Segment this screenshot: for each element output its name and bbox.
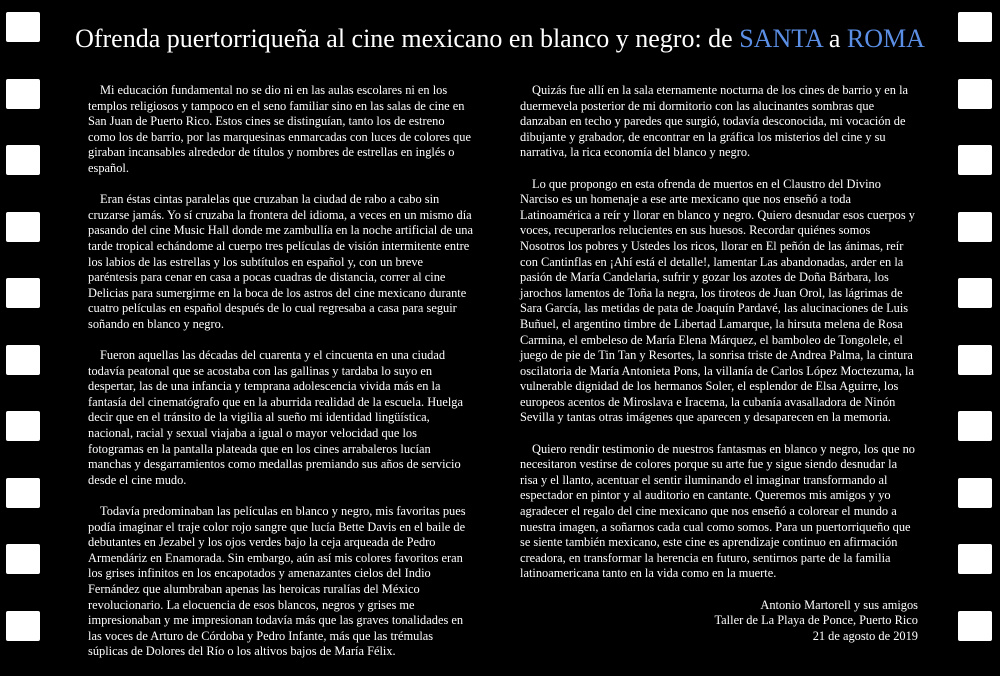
film-perforation (6, 411, 40, 441)
title-prefix: Ofrenda puertorriqueña al cine mexicano en blanco y negro: de (75, 24, 740, 53)
title-middle: a (822, 24, 847, 53)
film-perforation (6, 278, 40, 308)
film-perforation (958, 411, 992, 441)
film-perforation (6, 145, 40, 175)
paragraph: Fueron aquellas las décadas del cuarenta y el cincuenta en una ciudad todavía peatonal que se acostaba con las gallinas y tardaba lo suyo en despertar, las de una infancia y temprana adolescencia vivida más en la fantasía del cinematógrafo que en la aburrida realidad de la escuela. Huelga decir que en el tránsito de la vigilia al sueño mi identidad lingüística, nacional, racial y sexual viajaba a igual o mayor velocidad que los fotogramas en la pantalla plateada que en los cines arrabaleros lucían manchas y desgarramientos como medallas premiando sus años de servicio desde el cine mudo. (88, 348, 463, 487)
paragraph: Lo que propongo en esta ofrenda de muertos en el Claustro del Divino Narciso es un homenaje a ese arte mexicano que nos enseñó a toda Latinoamérica a reír y llorar en blanco y negro. Quiero desnudar esos cuerpos y voces, recuperarlos relucientes en sus huesos. Recordar quiénes somos Nosotros los pobres y Ustedes los ricos, llorar en El peñón de las ánimas, reír con Cantinflas en ¡Ahí está el detalle!, lamentar Las abandonadas, arder en la pasión de María Candelaria, sufrir y gozar los azotes de Doña Bárbara, los jarochos lamentos de Toña la negra, los tiroteos de Juan Orol, las lágrimas de Sara García, las metidas de pata de Joaquín Pardavé, las alucinaciones de Luis Buñuel, el argentino timbre de Libertad Lamarque, la hirsuta melena de Rosa Carmina, el embeleso de María Elena Márquez, el bamboleo de Tongolele, el juego de pie de Tin Tan y Resortes, la sonrisa triste de Andrea Palma, la cintura oscilatoria de María Antonieta Pons, la villanía de Carlos López Moctezuma, la vulnerable dignidad de los hermanos Soler, el esplendor de Elsa Aguirre, los europeos acentos de Miroslava e Iracema, la cubanía avasalladora de Ninón Sevilla y tantas otras imágenes que aparecen y desaparecen en la memoria. (520, 176, 915, 425)
film-perforation (958, 544, 992, 574)
film-perforation (958, 79, 992, 109)
film-perforations-right (958, 0, 992, 667)
film-perforation (6, 79, 40, 109)
paragraph: Eran éstas cintas paralelas que cruzaban la ciudad de rabo a cabo sin cruzarse jamás. Yo sí cruzaba la frontera del idioma, a veces en un mismo día pasando del cine Music Hall donde me zambullía en la noche artificial de una tarde tropical echándome al cuerpo tres películas de visión intermitente entre los labios de las estrellas y los subtítulos en español y, con un breve paréntesis para cenar en casa a pocas cuadras de distancia, correr al cine Delicias para sumergirme en la boca de los astros del cine mexicano durante cuatro películas en español después de lo cual regresaba a casa para seguir soñando en blanco y negro. (88, 192, 473, 331)
signature-block (520, 598, 918, 645)
left-text-column (88, 83, 473, 676)
title-roma: ROMA (846, 24, 925, 53)
film-perforation (958, 212, 992, 242)
film-perforations-left (6, 0, 40, 667)
film-perforation (958, 345, 992, 375)
film-perforation (6, 478, 40, 508)
film-perforation (6, 544, 40, 574)
film-perforation (6, 345, 40, 375)
page-title (0, 22, 1000, 56)
title-santa: SANTA (739, 24, 823, 53)
signature-date: 21 de agosto de 2019 (812, 628, 918, 643)
right-text-column (520, 83, 918, 644)
signature-place: Taller de La Playa de Ponce, Puerto Rico (714, 613, 918, 628)
film-perforation (958, 478, 992, 508)
film-perforation (6, 212, 40, 242)
film-perforation (958, 278, 992, 308)
paragraph: Mi educación fundamental no se dio ni en las aulas escolares ni en los templos religiosos y tampoco en el seno familiar sino en las salas de cine en San Juan de Puerto Rico. Estos cines se distinguían, tanto los de estreno como los de barrio, por las marquesinas enmarcadas con luces de colores que giraban incansables alrededor de títulos y nombres de estrellas en inglés o español. (88, 83, 471, 175)
paragraph: Todavía predominaban las películas en blanco y negro, mis favoritas pues podía imaginar el traje color rojo sangre que lucía Bette Davis en el baile de debutantes en Jezabel y los ojos verdes bajo la ceja arqueada de Pedro Armendáriz en Enamorada. Sin embargo, aún así mis colores favoritos eran los grises infinitos en los encapotados y amenazantes cielos del Indio Fernández que alumbraban apenas las heroicas ruralías del México revolucionario. La elocuencia de esos blancos, negros y grises me impresionaban y me impresionan todavía más que las graves tonalidades en las voces de Arturo de Córdoba y Pedro Infante, más que las trémulas súplicas de Dolores del Río o los altivos bajos de María Félix. (88, 504, 466, 659)
signature-author: Antonio Martorell y sus amigos (760, 597, 918, 612)
film-perforation (958, 611, 992, 641)
film-perforation (958, 145, 992, 175)
paragraph: Quiero rendir testimonio de nuestros fantasmas en blanco y negro, los que no necesitaron vestirse de colores porque su arte fue y sigue siendo desnudar la risa y el llanto, acentuar el sentir iluminando el imaginar transformando al espectador en pintor y al auditorio en cantante. Queremos mis amigos y yo agradecer el regalo del cine mexicano que nos enseñó a colorear el mundo a nuestra imagen, a soñarnos cada cual como somos. Para un puertorriqueño que se siente también mexicano, este cine es aprendizaje continuo en afirmación creadora, en transformar la herencia en futuro, sentirnos parte de la familia latinoamericana tanto en la vida como en la muerte. (520, 441, 915, 581)
paragraph: Quizás fue allí en la sala eternamente nocturna de los cines de barrio y en la duermevela posterior de mi dormitorio con las alucinantes sombras que danzaban en techo y paredes que surgió, todavía desconocida, mi vocación de dibujante y grabador, de encontrar en la gráfica los misterios del cine y su narrativa, la rica economía del blanco y negro. (520, 83, 909, 160)
film-perforation (6, 611, 40, 641)
